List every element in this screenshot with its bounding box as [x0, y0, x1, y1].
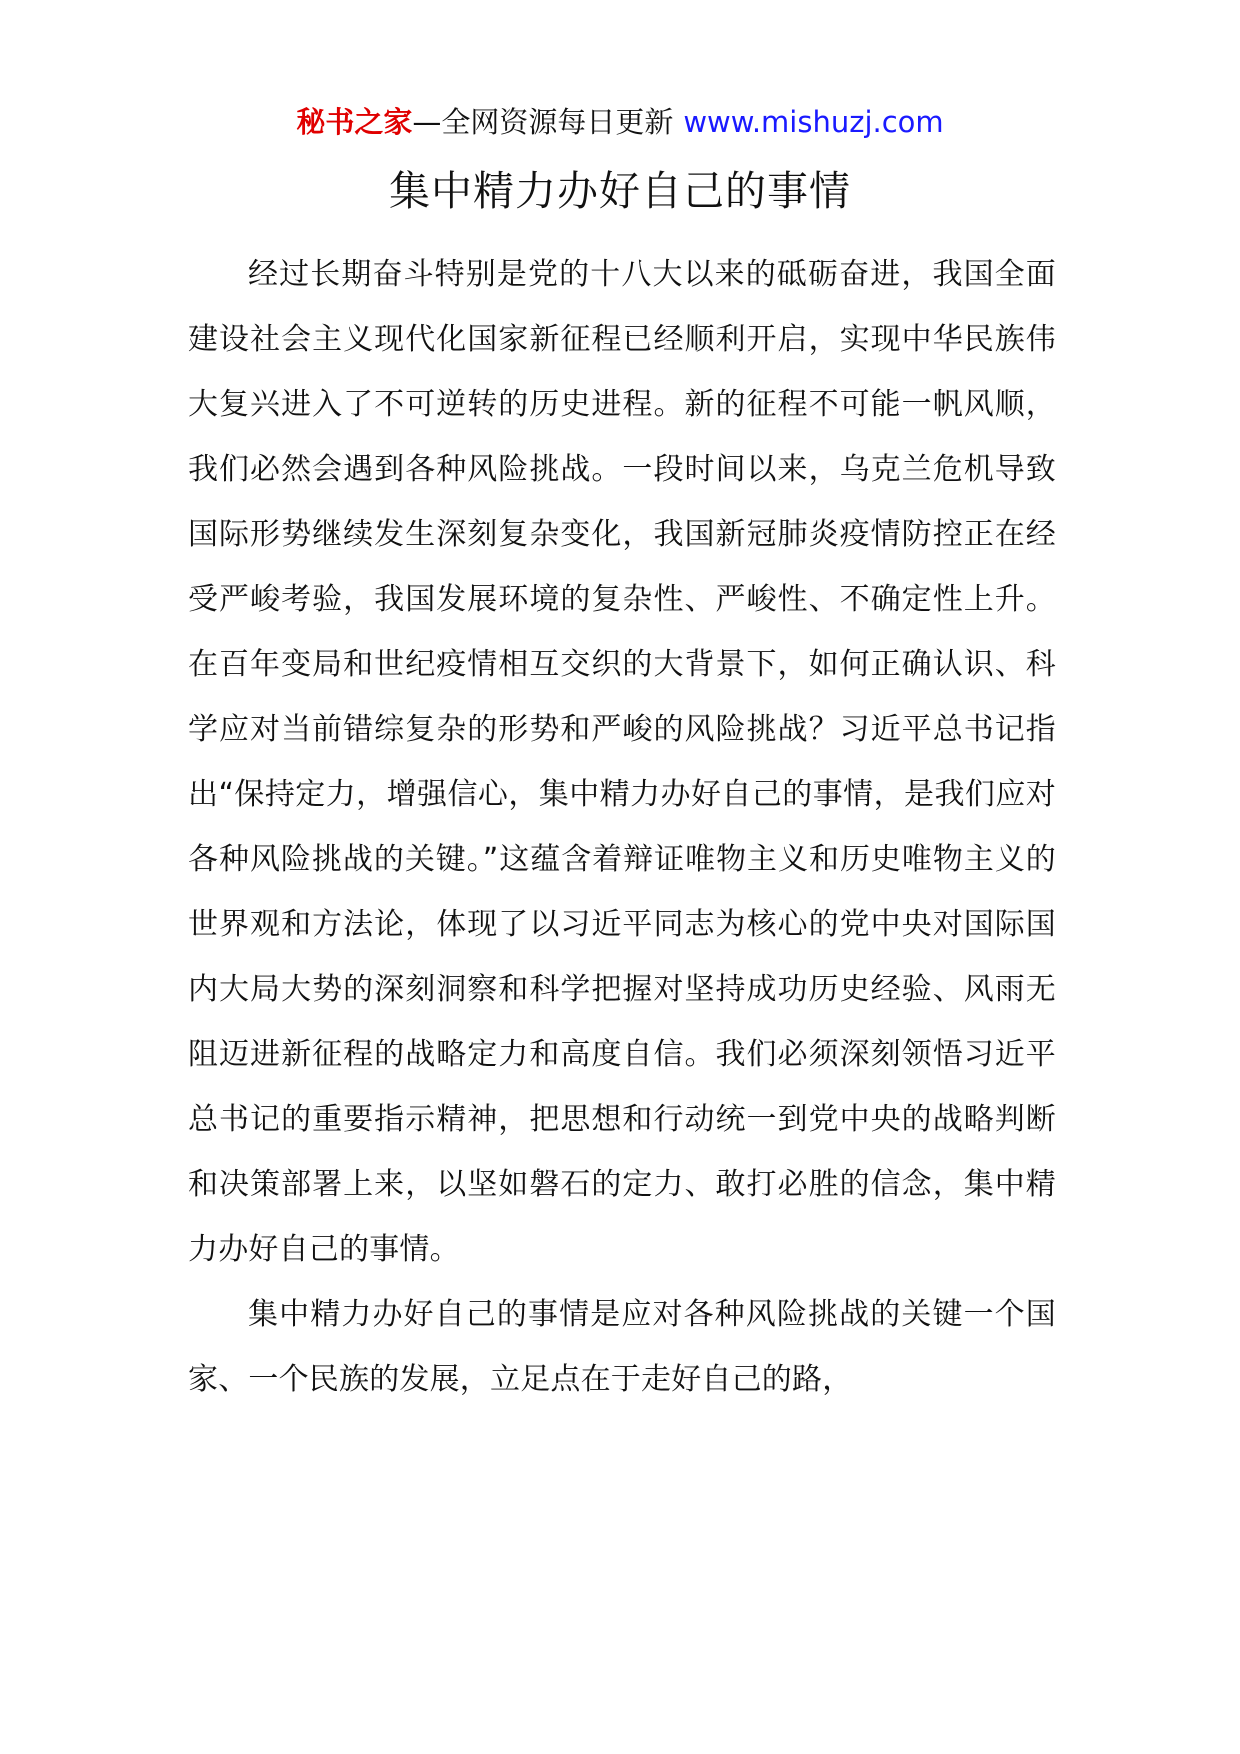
brand-name: 秘书之家: [296, 105, 413, 139]
site-header: [0, 100, 1240, 144]
document-title: 集中精力办好自己的事情: [389, 167, 851, 215]
paragraph: 集中精力办好自己的事情是应对各种风险挑战的关键一个国家、一个民族的发展，立足点在于走好自己的路，: [188, 1297, 1056, 1397]
document-body: [188, 242, 1056, 1412]
paragraph: 经过长期奋斗特别是党的十八大以来的砥砺奋进，我国全面建设社会主义现代化国家新征程已经顺利开启，实现中华民族伟大复兴进入了不可逆转的历史进程。新的征程不可能一帆风顺，我们必然会遇到各种风险挑战。一段时间以来，乌克兰危机导致国际形势继续发生深刻复杂变化，我国新冠肺炎疫情防控正在经受严峻考验，我国发展环境的复杂性、严峻性、不确定性上升。在百年变局和世纪疫情相互交织的大背景下，如何正确认识、科学应对当前错综复杂的形势和严峻的风险挑战？习近平总书记指出“保持定力，增强信心，集中精力办好自己的事情，是我们应对各种风险挑战的关键。”这蕴含着辩证唯物主义和历史唯物主义的世界观和方法论，体现了以习近平同志为核心的党中央对国际国内大局大势的深刻洞察和科学把握对坚持成功历史经验、风雨无阻迈进新征程的战略定力和高度自信。我们必须深刻领悟习近平总书记的重要指示精神，把思想和行动统一到党中央的战略判断和决策部署上来，以坚如磐石的定力、敢打必胜的信念，集中精力办好自己的事情。: [188, 257, 1056, 1267]
site-url-link[interactable]: www.mishuzj.com: [683, 105, 944, 139]
header-slogan: —全网资源每日更新: [412, 105, 674, 139]
